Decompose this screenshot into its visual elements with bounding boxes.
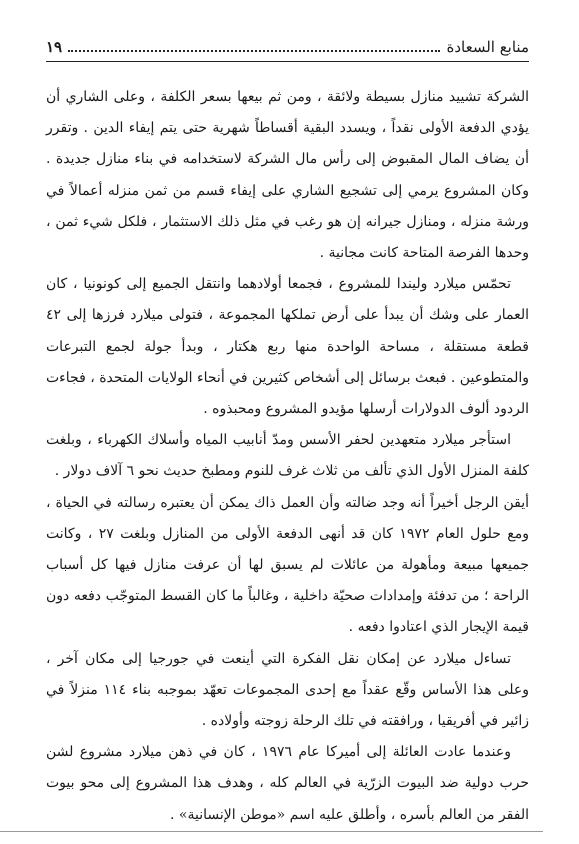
body-text	[46, 82, 529, 831]
paragraph-6: وعندما عادت العائلة إلى أميركا عام ١٩٧٦ ، كان في ذهن ميلارد مشروع لشن حرب دولية ضد البيوت الزرّية في العالم كله ، وهدف هذا المشروع إلى محو بيوت الفقر من العالم بأسره ، وأطلق عليه اسم «موطن الإنسانية» .	[46, 744, 529, 823]
paragraph-4: أيقن الرجل أخيراً أنه وجد ضالته وأن العمل ذاك يمكن أن يعتبره رسالته في الحياة ، ومع حلول العام ١٩٧٢ كان قد أنهى الدفعة الأولى من المنازل وبلغت ٢٧ ، وكانت جميعها مبيعة ومأهولة من عائلات لم يسبق لها أن عرفت منازل فيها كل أسباب الراحة ؛ من تدفئة وإمدادات صحيّة داخلية ، وغالباً ما كان القسط المتوجّب دفعه دون قيمة الإيجار الذي اعتادوا دفعه .	[46, 494, 529, 636]
page-header	[46, 36, 529, 58]
page-number: ١٩	[46, 38, 63, 56]
paragraph-5: تساءل ميلارد عن إمكان نقل الفكرة التي أينعت في جورجيا إلى مكان آخر ، وعلى هذا الأساس وقّع عقداً مع إحدى المجموعات تعهّد بموجبه بناء ١١٤ منزلاً في زائير في أفريقيا ، ورافقته في تلك الرحلة زوجته وأولاده .	[46, 650, 529, 730]
running-title: منابع السعادة	[446, 38, 529, 56]
paragraph-2: تحمّس ميلارد وليندا للمشروع ، فجمعا أولادهما وانتقل الجميع إلى كونونيا ، كان العمار على وشك أن يبدأ على أرض تملكها المجموعة ، فتولى ميلارد فرزها إلى ٤٢ قطعة مستقلة ، مساحة الواحدة منها ربع هكتار ، وبدأ جولة لجمع التبرعات والمتطوعين . فبعث برسائل إلى أشخاص كثيرين في أنحاء الولايات المتحدة ، فجاءت الردود ألوف الدولارات أرسلها مؤيدو المشروع ومحبذوه .	[46, 276, 529, 418]
header-rule	[46, 61, 529, 62]
header-dot-leader	[68, 50, 440, 52]
paragraph-3: استأجر ميلارد متعهدين لحفر الأسس ومدّ أنابيب المياه وأسلاك الكهرباء ، وبلغت كلفة المنزل الأول الذي تألف من ثلاث غرف للنوم ومطبخ حديث نحو ٦ آلاف دولار .	[46, 432, 529, 480]
paragraph-1: الشركة تشييد منازل بسيطة ولائقة ، ومن ثم بيعها بسعر الكلفة ، وعلى الشاري أن يؤدي الدفعة الأولى نقداً ، ويسدد البقية أقساطاً شهرية حتى يتم إيفاء الدين . وتقرر أن يضاف المال المقبوض إلى رأس مال الشركة لاستخدامه في بناء منازل جديدة . وكان المشروع يرمي إلى تشجيع الشاري على إيفاء قسم من ثمن منزله أعمالاً في ورشة منزله ، ومنازل جيرانه إن هو رغب في مثل ذلك الاستثمار ، فلكل شيء ثمن ، وحدها الفرصة المتاحة كانت مجانية .	[46, 89, 529, 262]
bottom-rule	[0, 831, 543, 832]
